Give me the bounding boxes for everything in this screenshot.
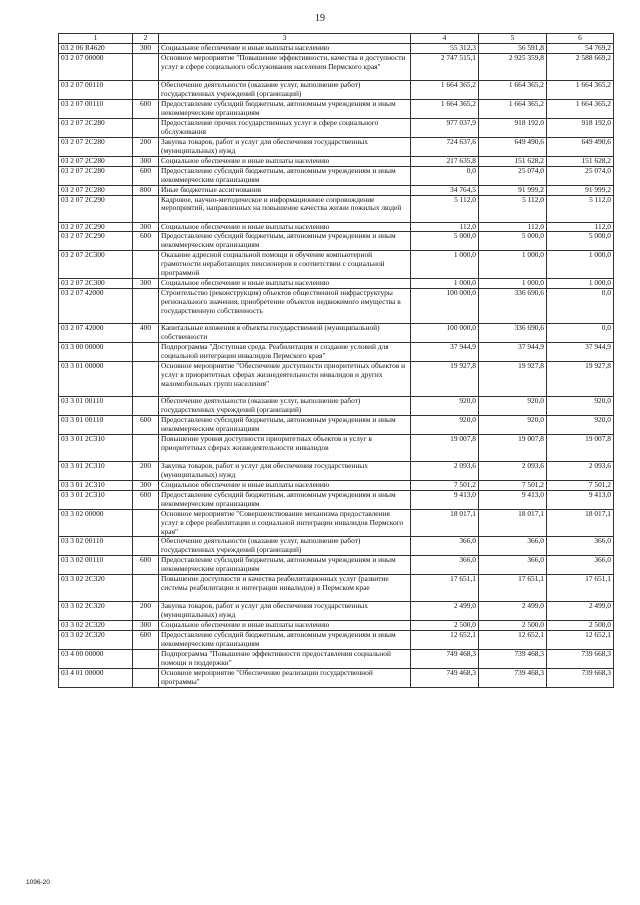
row-description: Социальное обеспечение и иные выплаты населению bbox=[159, 621, 411, 631]
row-code: 03 3 01 2С310 bbox=[59, 480, 133, 490]
row-description: Оказание адресной социальной помощи и обучение компьютерной грамотности неработающих пенсионеров в соответствии с социальной программой bbox=[159, 251, 411, 279]
row-value-col6: 7 501,2 bbox=[547, 480, 614, 490]
row-code: 03 3 01 00110 bbox=[59, 396, 133, 415]
row-type bbox=[133, 669, 159, 688]
row-value-col4: 1 664 365,2 bbox=[411, 99, 479, 118]
table-row bbox=[59, 361, 614, 396]
row-value-col5: 37 944,9 bbox=[479, 342, 547, 361]
row-type bbox=[133, 53, 159, 80]
row-value-col6: 12 652,1 bbox=[547, 631, 614, 650]
row-type: 600 bbox=[133, 232, 159, 251]
row-value-col4: 19 927,8 bbox=[411, 361, 479, 396]
table-row bbox=[59, 650, 614, 669]
row-value-col5: 2 500,0 bbox=[479, 621, 547, 631]
row-type: 300 bbox=[133, 279, 159, 289]
row-description: Основное мероприятие "Совершенствование механизма предоставления услуг в сфере реабилитации и социальной интеграции инвалидов Пермского края" bbox=[159, 509, 411, 537]
row-value-col6: 25 074,0 bbox=[547, 166, 614, 185]
table-row bbox=[59, 490, 614, 509]
table-row bbox=[59, 631, 614, 650]
row-code: 03 4 00 00000 bbox=[59, 650, 133, 669]
table-row bbox=[59, 669, 614, 688]
table-row bbox=[59, 232, 614, 251]
row-description: Предоставление субсидий бюджетным, автономным учреждениям и иным некоммерческим организациям bbox=[159, 631, 411, 650]
table-row bbox=[59, 43, 614, 53]
table-row bbox=[59, 185, 614, 195]
row-value-col4: 100 000,0 bbox=[411, 323, 479, 342]
row-value-col5: 1 664 365,2 bbox=[479, 99, 547, 118]
row-value-col6: 19 007,8 bbox=[547, 434, 614, 461]
row-type bbox=[133, 575, 159, 602]
table-row bbox=[59, 575, 614, 602]
row-code: 03 3 00 00000 bbox=[59, 342, 133, 361]
row-value-col6: 739 668,3 bbox=[547, 650, 614, 669]
row-value-col5: 5 112,0 bbox=[479, 195, 547, 222]
row-code: 03 3 02 00000 bbox=[59, 509, 133, 537]
row-value-col5: 9 413,0 bbox=[479, 490, 547, 509]
row-value-col4: 19 007,8 bbox=[411, 434, 479, 461]
row-type: 200 bbox=[133, 602, 159, 621]
row-code: 03 2 07 2С300 bbox=[59, 279, 133, 289]
row-value-col4: 5 112,0 bbox=[411, 195, 479, 222]
header-cell: 4 bbox=[411, 34, 479, 44]
row-value-col6: 37 944,9 bbox=[547, 342, 614, 361]
row-value-col5: 112,0 bbox=[479, 222, 547, 232]
row-description: Капитальные вложения в объекты государственной (муниципальной) собственности bbox=[159, 323, 411, 342]
row-value-col4: 100 000,0 bbox=[411, 288, 479, 323]
row-value-col6: 739 668,3 bbox=[547, 669, 614, 688]
row-value-col5: 918 192,0 bbox=[479, 118, 547, 137]
row-type bbox=[133, 251, 159, 279]
row-type: 600 bbox=[133, 166, 159, 185]
row-type: 300 bbox=[133, 621, 159, 631]
row-description: Основное мероприятие "Обеспечение доступности приоритетных объектов и услуг в приоритетных сферах жизнедеятельности инвалидов и других маломобильных групп населения" bbox=[159, 361, 411, 396]
page-number: 19 bbox=[315, 13, 325, 24]
row-type bbox=[133, 509, 159, 537]
table-row bbox=[59, 396, 614, 415]
row-code: 03 2 07 2С300 bbox=[59, 251, 133, 279]
table-row bbox=[59, 195, 614, 222]
row-type: 600 bbox=[133, 631, 159, 650]
row-description: Подпрограмма "Доступная среда. Реабилитация и создание условий для социальной интеграции инвалидов Пермского края" bbox=[159, 342, 411, 361]
row-code: 03 2 07 2С280 bbox=[59, 118, 133, 137]
table-row bbox=[59, 166, 614, 185]
row-description: Предоставление субсидий бюджетным, автономным учреждениям и иным некоммерческим организациям bbox=[159, 415, 411, 434]
row-value-col6: 649 490,6 bbox=[547, 137, 614, 156]
row-value-col6: 0,0 bbox=[547, 323, 614, 342]
row-value-col4: 112,0 bbox=[411, 222, 479, 232]
row-value-col6: 2 588 669,2 bbox=[547, 53, 614, 80]
row-code: 03 2 07 2С290 bbox=[59, 195, 133, 222]
row-value-col6: 1 664 365,2 bbox=[547, 80, 614, 99]
table-row bbox=[59, 602, 614, 621]
row-code: 03 2 07 2С290 bbox=[59, 232, 133, 251]
row-code: 03 3 02 2С320 bbox=[59, 575, 133, 602]
row-value-col5: 56 591,8 bbox=[479, 43, 547, 53]
row-value-col4: 1 000,0 bbox=[411, 279, 479, 289]
row-type: 300 bbox=[133, 156, 159, 166]
row-description: Предоставление субсидий бюджетным, автономным учреждениям и иным некоммерческим организациям bbox=[159, 99, 411, 118]
row-description: Обеспечение деятельности (оказание услуг, выполнение работ) государственных учреждений (организаций) bbox=[159, 396, 411, 415]
row-description: Предоставление субсидий бюджетным, автономным учреждениям и иным некоммерческим организациям bbox=[159, 556, 411, 575]
row-code: 03 2 07 2С290 bbox=[59, 222, 133, 232]
row-type bbox=[133, 650, 159, 669]
row-value-col6: 2 500,0 bbox=[547, 621, 614, 631]
row-value-col5: 336 690,6 bbox=[479, 323, 547, 342]
row-value-col6: 920,0 bbox=[547, 396, 614, 415]
row-value-col5: 25 074,0 bbox=[479, 166, 547, 185]
row-value-col6: 366,0 bbox=[547, 537, 614, 556]
row-value-col4: 724 637,6 bbox=[411, 137, 479, 156]
row-value-col4: 2 499,0 bbox=[411, 602, 479, 621]
row-type: 600 bbox=[133, 490, 159, 509]
header-cell: 6 bbox=[547, 34, 614, 44]
row-value-col5: 1 000,0 bbox=[479, 251, 547, 279]
row-value-col5: 739 468,3 bbox=[479, 650, 547, 669]
row-value-col6: 5 000,0 bbox=[547, 232, 614, 251]
row-type bbox=[133, 361, 159, 396]
row-type bbox=[133, 434, 159, 461]
row-value-col6: 5 112,0 bbox=[547, 195, 614, 222]
row-value-col6: 1 000,0 bbox=[547, 251, 614, 279]
table-row bbox=[59, 621, 614, 631]
row-value-col5: 17 651,1 bbox=[479, 575, 547, 602]
row-code: 03 2 07 00000 bbox=[59, 53, 133, 80]
row-value-col4: 749 468,3 bbox=[411, 669, 479, 688]
row-value-col4: 1 664 365,2 bbox=[411, 80, 479, 99]
row-code: 03 4 01 00000 bbox=[59, 669, 133, 688]
row-value-col5: 366,0 bbox=[479, 537, 547, 556]
table-row bbox=[59, 222, 614, 232]
row-value-col4: 2 093,6 bbox=[411, 461, 479, 480]
row-value-col5: 5 000,0 bbox=[479, 232, 547, 251]
row-value-col6: 0,0 bbox=[547, 288, 614, 323]
row-code: 03 2 06 R4620 bbox=[59, 43, 133, 53]
budget-table bbox=[58, 33, 614, 688]
row-type: 200 bbox=[133, 461, 159, 480]
row-code: 03 3 02 00110 bbox=[59, 537, 133, 556]
row-description: Социальное обеспечение и иные выплаты населению bbox=[159, 156, 411, 166]
row-value-col5: 336 690,6 bbox=[479, 288, 547, 323]
row-value-col4: 2 747 515,1 bbox=[411, 53, 479, 80]
row-value-col4: 55 312,3 bbox=[411, 43, 479, 53]
row-code: 03 2 07 2С280 bbox=[59, 156, 133, 166]
table-row bbox=[59, 288, 614, 323]
row-value-col6: 151 628,2 bbox=[547, 156, 614, 166]
table-row bbox=[59, 434, 614, 461]
header-cell: 1 bbox=[59, 34, 133, 44]
table-row bbox=[59, 251, 614, 279]
row-value-col6: 17 651,1 bbox=[547, 575, 614, 602]
row-type bbox=[133, 342, 159, 361]
row-value-col5: 12 652,1 bbox=[479, 631, 547, 650]
row-value-col5: 7 501,2 bbox=[479, 480, 547, 490]
table-row bbox=[59, 53, 614, 80]
row-value-col4: 18 017,1 bbox=[411, 509, 479, 537]
row-code: 03 3 01 2С310 bbox=[59, 434, 133, 461]
row-value-col5: 366,0 bbox=[479, 556, 547, 575]
row-code: 03 2 07 2С280 bbox=[59, 137, 133, 156]
row-description: Основное мероприятие "Повышение эффективности, качества и доступности услуг в сфере социального обслуживания населения Пермского края" bbox=[159, 53, 411, 80]
row-value-col4: 1 000,0 bbox=[411, 251, 479, 279]
row-value-col4: 977 037,9 bbox=[411, 118, 479, 137]
row-value-col5: 151 628,2 bbox=[479, 156, 547, 166]
row-type bbox=[133, 195, 159, 222]
row-code: 03 3 02 2С320 bbox=[59, 631, 133, 650]
row-value-col4: 749 468,3 bbox=[411, 650, 479, 669]
row-description: Обеспечение деятельности (оказание услуг, выполнение работ) государственных учреждений (организаций) bbox=[159, 80, 411, 99]
row-value-col4: 920,0 bbox=[411, 415, 479, 434]
table-row bbox=[59, 509, 614, 537]
table-row bbox=[59, 323, 614, 342]
row-value-col5: 2 925 359,8 bbox=[479, 53, 547, 80]
row-type: 200 bbox=[133, 137, 159, 156]
table-row bbox=[59, 118, 614, 137]
row-description: Повышение доступности и качества реабилитационных услуг (развитие системы реабилитации и интеграции инвалидов) в Пермском крае bbox=[159, 575, 411, 602]
row-value-col6: 1 664 365,2 bbox=[547, 99, 614, 118]
row-description: Иные бюджетные ассигнования bbox=[159, 185, 411, 195]
row-value-col5: 19 007,8 bbox=[479, 434, 547, 461]
header-cell: 3 bbox=[159, 34, 411, 44]
row-description: Предоставление субсидий бюджетным, автономным учреждениям и иным некоммерческим организациям bbox=[159, 232, 411, 251]
row-value-col6: 18 017,1 bbox=[547, 509, 614, 537]
row-code: 03 3 02 00110 bbox=[59, 556, 133, 575]
table-row bbox=[59, 279, 614, 289]
table-body bbox=[59, 43, 614, 687]
row-value-col5: 19 927,8 bbox=[479, 361, 547, 396]
row-value-col6: 1 000,0 bbox=[547, 279, 614, 289]
row-value-col5: 1 664 365,2 bbox=[479, 80, 547, 99]
row-value-col4: 366,0 bbox=[411, 556, 479, 575]
row-type: 400 bbox=[133, 323, 159, 342]
row-value-col6: 9 413,0 bbox=[547, 490, 614, 509]
row-value-col4: 9 413,0 bbox=[411, 490, 479, 509]
table-row bbox=[59, 415, 614, 434]
row-value-col6: 54 769,2 bbox=[547, 43, 614, 53]
row-value-col4: 920,0 bbox=[411, 396, 479, 415]
row-description: Подпрограмма "Повышение эффективности предоставления социальной помощи и поддержки" bbox=[159, 650, 411, 669]
row-type: 600 bbox=[133, 99, 159, 118]
row-description: Социальное обеспечение и иные выплаты населению bbox=[159, 279, 411, 289]
row-value-col4: 0,0 bbox=[411, 166, 479, 185]
row-description: Кадровое, научно-методическое и информационное сопровождение мероприятий, направленных на повышение качества жизни пожилых людей bbox=[159, 195, 411, 222]
row-code: 03 2 07 42000 bbox=[59, 323, 133, 342]
table-row bbox=[59, 556, 614, 575]
row-value-col5: 2 093,6 bbox=[479, 461, 547, 480]
row-description: Закупка товаров, работ и услуг для обеспечения государственных (муниципальных) нужд bbox=[159, 137, 411, 156]
row-value-col5: 18 017,1 bbox=[479, 509, 547, 537]
row-code: 03 2 07 00110 bbox=[59, 80, 133, 99]
row-code: 03 3 01 00000 bbox=[59, 361, 133, 396]
row-type bbox=[133, 396, 159, 415]
row-value-col6: 112,0 bbox=[547, 222, 614, 232]
table-row bbox=[59, 342, 614, 361]
row-description: Основное мероприятие "Обеспечение реализации государственной программы" bbox=[159, 669, 411, 688]
table-row bbox=[59, 80, 614, 99]
row-description: Предоставление субсидий бюджетным, автономным учреждениям и иным некоммерческим организациям bbox=[159, 490, 411, 509]
row-type: 300 bbox=[133, 222, 159, 232]
row-value-col4: 7 501,2 bbox=[411, 480, 479, 490]
row-description: Предоставление субсидий бюджетным, автономным учреждениям и иным некоммерческим организациям bbox=[159, 166, 411, 185]
row-value-col5: 739 468,3 bbox=[479, 669, 547, 688]
table-row bbox=[59, 461, 614, 480]
row-value-col5: 920,0 bbox=[479, 415, 547, 434]
row-type: 800 bbox=[133, 185, 159, 195]
row-type: 300 bbox=[133, 480, 159, 490]
row-code: 03 3 02 2С320 bbox=[59, 602, 133, 621]
row-value-col4: 17 651,1 bbox=[411, 575, 479, 602]
row-code: 03 2 07 2С280 bbox=[59, 166, 133, 185]
row-description: Закупка товаров, работ и услуг для обеспечения государственных (муниципальных) нужд bbox=[159, 461, 411, 480]
row-value-col6: 2 499,0 bbox=[547, 602, 614, 621]
row-type bbox=[133, 80, 159, 99]
row-code: 03 2 07 00110 bbox=[59, 99, 133, 118]
row-value-col4: 5 000,0 bbox=[411, 232, 479, 251]
row-description: Предоставление прочих государственных услуг в сфере социального обслуживания bbox=[159, 118, 411, 137]
row-value-col6: 19 927,8 bbox=[547, 361, 614, 396]
row-value-col4: 37 944,9 bbox=[411, 342, 479, 361]
row-description: Социальное обеспечение и иные выплаты населению bbox=[159, 480, 411, 490]
row-description: Строительство (реконструкция) объектов общественной инфраструктуры регионального значения, приобретение объектов недвижимого имущества в государственную собственность bbox=[159, 288, 411, 323]
row-type: 600 bbox=[133, 415, 159, 434]
table-row bbox=[59, 137, 614, 156]
row-value-col4: 217 635,8 bbox=[411, 156, 479, 166]
row-value-col4: 2 500,0 bbox=[411, 621, 479, 631]
row-type: 300 bbox=[133, 43, 159, 53]
row-value-col5: 920,0 bbox=[479, 396, 547, 415]
row-description: Повышение уровня доступности приоритетных объектов и услуг в приоритетных сферах жизнедеятельности инвалидов bbox=[159, 434, 411, 461]
table-row bbox=[59, 99, 614, 118]
row-value-col6: 366,0 bbox=[547, 556, 614, 575]
table-row bbox=[59, 156, 614, 166]
table-row bbox=[59, 480, 614, 490]
footer-stamp: 1096-20 bbox=[26, 879, 50, 886]
row-description: Закупка товаров, работ и услуг для обеспечения государственных (муниципальных) нужд bbox=[159, 602, 411, 621]
row-code: 03 3 01 2С310 bbox=[59, 490, 133, 509]
table-row bbox=[59, 537, 614, 556]
header-cell: 5 bbox=[479, 34, 547, 44]
row-value-col5: 649 490,6 bbox=[479, 137, 547, 156]
row-type bbox=[133, 288, 159, 323]
row-value-col4: 34 764,5 bbox=[411, 185, 479, 195]
row-value-col6: 91 999,2 bbox=[547, 185, 614, 195]
header-cell: 2 bbox=[133, 34, 159, 44]
row-description: Социальное обеспечение и иные выплаты населению bbox=[159, 222, 411, 232]
row-type bbox=[133, 537, 159, 556]
row-code: 03 2 07 2С280 bbox=[59, 185, 133, 195]
row-value-col5: 91 999,2 bbox=[479, 185, 547, 195]
row-code: 03 3 01 2С310 bbox=[59, 461, 133, 480]
row-value-col6: 918 192,0 bbox=[547, 118, 614, 137]
row-value-col5: 2 499,0 bbox=[479, 602, 547, 621]
row-code: 03 2 07 42000 bbox=[59, 288, 133, 323]
row-type: 600 bbox=[133, 556, 159, 575]
row-value-col6: 2 093,6 bbox=[547, 461, 614, 480]
header-row bbox=[59, 34, 614, 44]
row-type bbox=[133, 118, 159, 137]
row-value-col4: 366,0 bbox=[411, 537, 479, 556]
row-value-col6: 920,0 bbox=[547, 415, 614, 434]
row-description: Обеспечение деятельности (оказание услуг, выполнение работ) государственных учреждений (организаций) bbox=[159, 537, 411, 556]
row-value-col4: 12 652,1 bbox=[411, 631, 479, 650]
row-code: 03 3 02 2С320 bbox=[59, 621, 133, 631]
row-value-col5: 1 000,0 bbox=[479, 279, 547, 289]
row-code: 03 3 01 00110 bbox=[59, 415, 133, 434]
row-description: Социальное обеспечение и иные выплаты населению bbox=[159, 43, 411, 53]
